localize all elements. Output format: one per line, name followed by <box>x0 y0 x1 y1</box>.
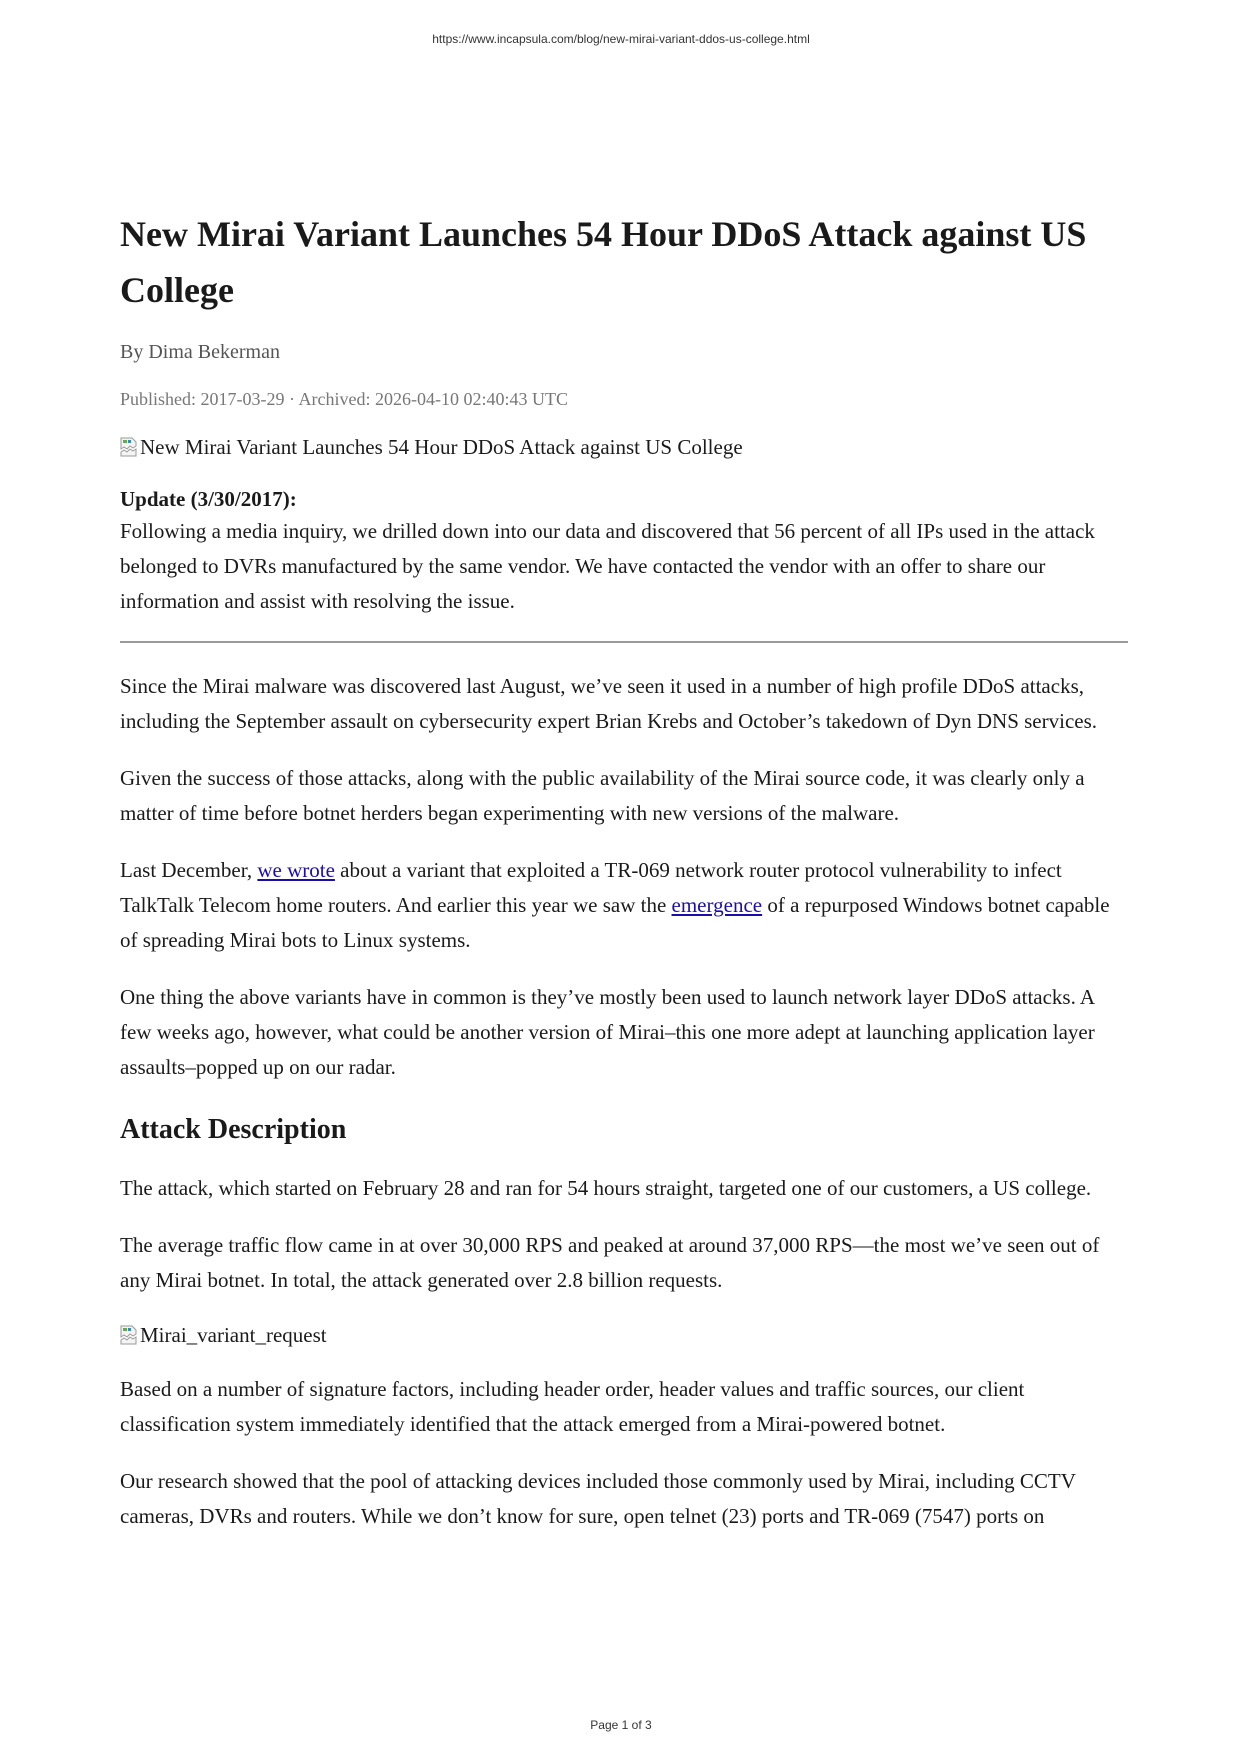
paragraph-7: Based on a number of signature factors, including header order, header values and traffic sources, our client classification system immediately identified that the attack emerged from a Mirai-powered botnet. <box>120 1377 1025 1436</box>
hero-image-alt: New Mirai Variant Launches 54 Hour DDoS Attack against US College <box>140 435 743 459</box>
paragraph-3 <box>120 853 1128 958</box>
paragraph-3-text-1: Last December, <box>120 858 258 882</box>
paragraph-4: One thing the above variants have in common is they’ve mostly been used to launch network layer DDoS attacks. A few weeks ago, however, what could be another version of Mirai–this one more adept at launching application layer assaults–popped up on our radar. <box>120 985 1095 1079</box>
we-wrote-link[interactable]: we wrote <box>257 858 335 882</box>
page-url: https://www.incapsula.com/blog/new-mirai-variant-ddos-us-college.html <box>432 32 810 46</box>
broken-image-icon <box>120 1325 138 1345</box>
update-heading: Update (3/30/2017): <box>120 487 297 511</box>
paragraph-3-text-3: of a repurposed Windows botnet capable of spreading Mirai bots to Linux systems. <box>120 893 1110 952</box>
request-image <box>120 1320 1128 1350</box>
divider <box>120 641 1128 643</box>
emergence-link[interactable]: emergence <box>671 893 763 917</box>
broken-image-icon <box>120 437 138 457</box>
paragraph-2: Given the success of those attacks, along with the public availability of the Mirai source code, it was clearly only a matter of time before botnet herders began experimenting with new versions of the malware. <box>120 766 1085 825</box>
article-title: New Mirai Variant Launches 54 Hour DDoS Attack against US College <box>120 214 1087 310</box>
paragraph-5: The attack, which started on February 28 and ran for 54 hours straight, targeted one of our customers, a US college. <box>120 1176 1092 1200</box>
request-image-alt: Mirai_variant_request <box>140 1323 327 1347</box>
paragraph-6: The average traffic flow came in at over 30,000 RPS and peaked at around 37,000 RPS—the most we’ve seen out of any Mirai botnet. In total, the attack generated over 2.8 billion requests. <box>120 1233 1100 1292</box>
hero-image <box>120 432 1128 462</box>
page-number: Page 1 of 3 <box>590 1718 652 1732</box>
article-meta: Published: 2017-03-29 · Archived: 2026-04-10 02:40:43 UTC <box>120 389 568 409</box>
paragraph-3-text-2: about a variant that exploited a TR-069 network router protocol vulnerability to infect TalkTalk Telecom home routers. And earlier this year we saw the <box>120 858 1062 917</box>
section-heading: Attack Description <box>120 1114 347 1145</box>
paragraph-8: Our research showed that the pool of attacking devices included those commonly used by Mirai, including CCTV cameras, DVRs and routers. While we don’t know for sure, open telnet (23) ports and TR-069 (7547) ports on <box>120 1469 1076 1528</box>
update-text: Following a media inquiry, we drilled down into our data and discovered that 56 percent of all IPs used in the attack belonged to DVRs manufactured by the same vendor. We have contacted the vendor with an offer to share our information and assist with resolving the issue. <box>120 519 1095 613</box>
paragraph-1: Since the Mirai malware was discovered last August, we’ve seen it used in a number of high profile DDoS attacks, including the September assault on cybersecurity expert Brian Krebs and October’s takedown of Dyn DNS services. <box>120 674 1098 733</box>
article-byline: By Dima Bekerman <box>120 341 280 363</box>
article <box>120 206 1128 1556</box>
